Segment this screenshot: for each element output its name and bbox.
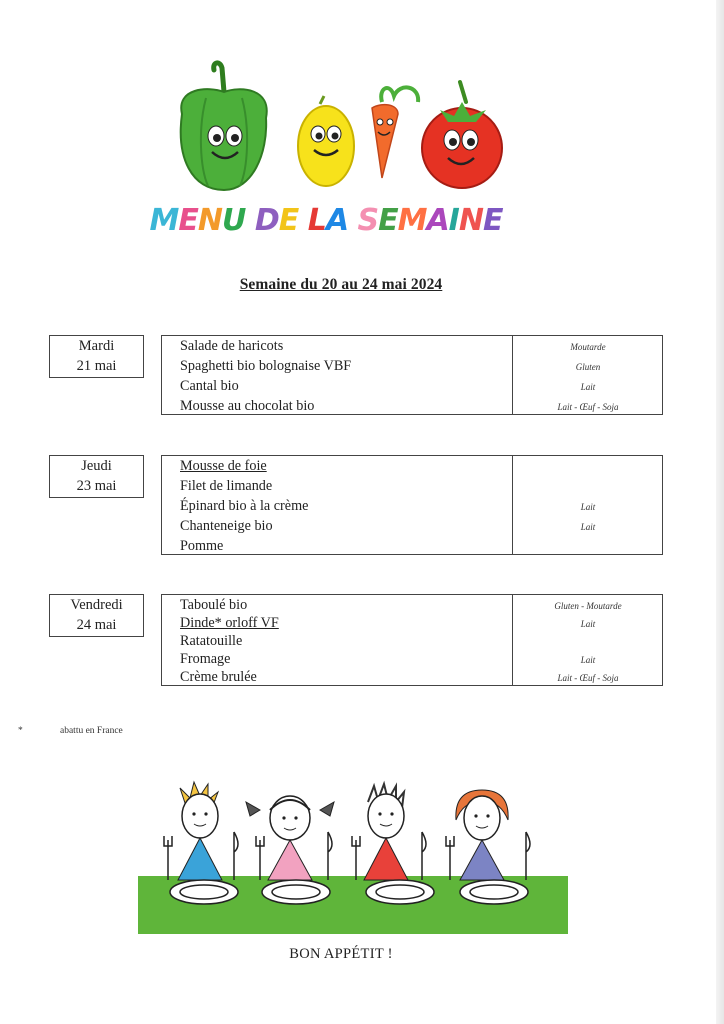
menu-row — [162, 649, 662, 667]
day-name: Vendredi — [70, 597, 123, 613]
allergens: Gluten - Moutarde — [554, 601, 622, 611]
menu-logo — [149, 58, 508, 248]
pepper-illustration — [181, 63, 267, 190]
menu-row — [162, 536, 662, 556]
menu-row — [162, 356, 662, 376]
allergens: Lait - Œuf - Soja — [557, 402, 619, 412]
day-date: 21 mai — [76, 358, 117, 374]
closing-message: BON APPÉTIT ! — [289, 946, 393, 962]
child-1 — [178, 782, 222, 880]
day-date: 23 mai — [76, 478, 117, 494]
allergens: Lait — [580, 522, 596, 532]
dish: Cantal bio — [180, 378, 239, 394]
day-date: 24 mai — [76, 617, 117, 633]
dish: Épinard bio à la crème — [180, 498, 309, 514]
menu-row — [162, 396, 662, 416]
dish: Chanteneige bio — [180, 518, 273, 534]
allergens: Lait - Œuf - Soja — [557, 673, 619, 683]
tomato-illustration — [422, 82, 502, 188]
allergens: Moutarde — [570, 342, 606, 352]
allergens: Lait — [580, 655, 596, 665]
dish: Mousse au chocolat bio — [180, 398, 315, 414]
children-illustration — [138, 780, 568, 936]
dish: Salade de haricots — [180, 338, 284, 354]
day-name: Mardi — [78, 338, 115, 354]
allergens: Lait — [580, 382, 596, 392]
dish: Fromage — [180, 651, 231, 667]
day-label-mardi — [49, 335, 144, 378]
week-title: Semaine du 20 au 24 mai 2024 — [239, 276, 443, 293]
dish: Dinde* orloff VF — [180, 615, 279, 631]
menu-row — [162, 613, 662, 631]
allergens: Gluten — [575, 362, 601, 372]
menu-row — [162, 476, 662, 496]
footnote-marker: * — [18, 726, 23, 736]
dish: Spaghetti bio bolognaise VBF — [180, 358, 352, 374]
day-label-jeudi — [49, 455, 144, 498]
menu-table-mardi — [161, 335, 663, 415]
logo-title: MENU DE LA SEMAINE — [149, 203, 503, 238]
menu-row — [162, 376, 662, 396]
dish: Crème brulée — [180, 669, 257, 685]
menu-row — [162, 516, 662, 536]
allergens: Lait — [580, 619, 596, 629]
menu-table-jeudi — [161, 455, 663, 555]
menu-row — [162, 336, 662, 356]
carrot-illustration — [372, 87, 418, 178]
menu-table-vendredi — [161, 594, 663, 686]
menu-row — [162, 456, 662, 476]
dish: Mousse de foie — [180, 458, 267, 474]
menu-row — [162, 496, 662, 516]
footnote-text: abattu en France — [60, 726, 123, 736]
day-label-vendredi — [49, 594, 144, 637]
lemon-illustration — [298, 96, 354, 186]
child-4 — [456, 790, 508, 880]
dish: Filet de limande — [180, 478, 273, 494]
dish: Ratatouille — [180, 633, 243, 649]
allergens: Lait — [580, 502, 596, 512]
menu-row — [162, 631, 662, 649]
child-3 — [364, 784, 408, 880]
page-edge — [716, 0, 724, 1024]
menu-row — [162, 595, 662, 613]
menu-row — [162, 667, 662, 685]
dish: Taboulé bio — [180, 597, 248, 613]
child-2 — [246, 796, 334, 880]
dish: Pomme — [180, 538, 224, 554]
day-name: Jeudi — [81, 458, 112, 474]
